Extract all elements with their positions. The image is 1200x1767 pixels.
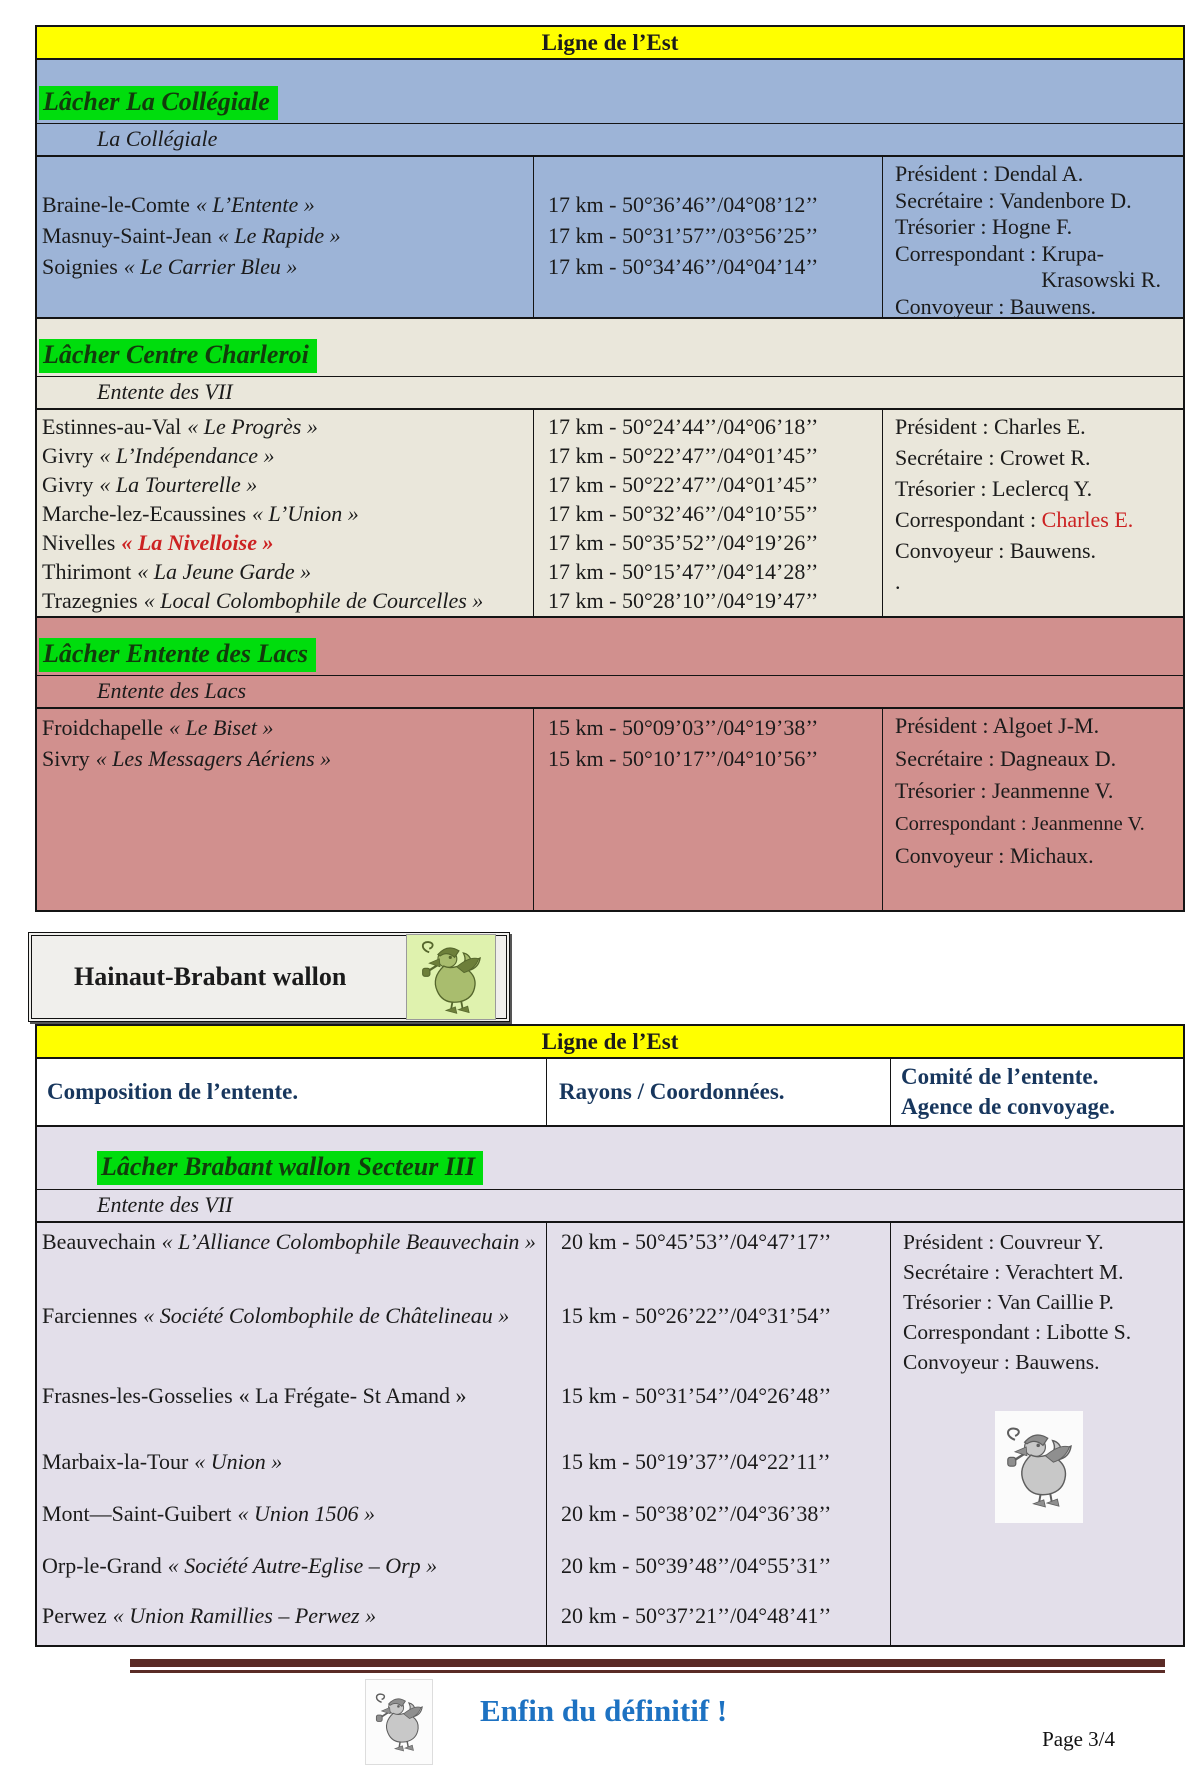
coord-entry: 15 km - 50°09’03’’/04°19’38’’	[548, 715, 819, 740]
committee-line: Président : Charles E.	[895, 414, 1086, 439]
header-rayons: Rayons / Coordonnées.	[547, 1059, 891, 1125]
coord-entry: 17 km - 50°15’47’’/04°14’28’’	[548, 559, 819, 584]
coord-entry: 17 km - 50°35’52’’/04°19’26’’	[548, 530, 819, 555]
committee-line: Correspondant : Jeanmenne V.	[895, 812, 1145, 835]
committee-line: Convoyeur : Bauwens.	[895, 293, 1097, 319]
pigeon-with-pipe-icon	[406, 934, 496, 1020]
committee-line: Président : Dendal A.	[895, 161, 1084, 186]
club-entry: Braine-le-Comte « L’Entente »	[42, 192, 315, 217]
committee-line: Trésorier : Leclercq Y.	[895, 476, 1093, 501]
club-entry: Givry « L’Indépendance »	[42, 443, 275, 468]
club-entry: Froidchapelle « Le Biset »	[42, 715, 274, 740]
section-subtitle: Entente des Lacs	[37, 676, 1183, 709]
club-entry: Estinnes-au-Val « Le Progrès »	[42, 414, 318, 439]
club-entry: Marbaix-la-Tour « Union »	[42, 1449, 283, 1474]
coord-entry: 15 km - 50°31’54’’/04°26’48’’	[561, 1383, 832, 1408]
club-entry: Thirimont « La Jeune Garde »	[42, 559, 312, 584]
committee-line: Trésorier : Van Caillie P.	[903, 1290, 1114, 1314]
committee-line: Secrétaire : Crowet R.	[895, 445, 1091, 470]
club-entry: Frasnes-les-Gosselies « La Frégate- St Amand »	[42, 1383, 467, 1408]
coords-cell	[534, 157, 883, 317]
club-entry: Sivry « Les Messagers Aériens »	[42, 746, 332, 771]
club-entry: Nivelles « La Nivelloise »	[42, 530, 274, 555]
section-title: Lâcher Entente des Lacs	[39, 638, 316, 672]
region-box-hainaut-brabant-wallon	[28, 932, 510, 1022]
committee-cell	[883, 410, 1183, 616]
coord-entry: 17 km - 50°36’46’’/04°08’12’’	[548, 192, 819, 217]
coord-entry: 17 km - 50°22’47’’/04°01’45’’	[548, 472, 819, 497]
header-comite: Comité de l’entente. Agence de convoyage.	[901, 1064, 1115, 1119]
committee-line: Convoyeur : Michaux.	[895, 843, 1094, 868]
coord-entry: 20 km - 50°39’48’’/04°55’31’’	[561, 1553, 832, 1578]
clubs-cell	[37, 1223, 547, 1645]
committee-line: Secrétaire : Verachtert M.	[903, 1260, 1124, 1284]
page-number: Page 3/4	[1042, 1727, 1115, 1751]
coord-entry: 15 km - 50°10’17’’/04°10’56’’	[548, 746, 819, 771]
table-ligne-est-2	[35, 1024, 1185, 1647]
club-entry: Trazegnies « Local Colombophile de Courcelles »	[42, 588, 484, 613]
table-header-row	[37, 1059, 1183, 1127]
club-entry: Marche-lez-Ecaussines « L’Union »	[42, 501, 359, 526]
committee-line: Convoyeur : Bauwens.	[895, 538, 1097, 563]
coord-entry: 15 km - 50°19’37’’/04°22’11’’	[561, 1449, 831, 1474]
committee-cell	[883, 157, 1183, 317]
coord-entry: 17 km - 50°32’46’’/04°10’55’’	[548, 501, 819, 526]
coord-entry: 17 km - 50°24’44’’/04°06’18’’	[548, 414, 819, 439]
committee-cell	[883, 709, 1183, 910]
committee-line: Correspondant : Charles E.	[895, 507, 1134, 532]
committee-line: Trésorier : Jeanmenne V.	[895, 778, 1114, 803]
club-entry: Soignies « Le Carrier Bleu »	[42, 254, 298, 279]
committee-line: Krasowski R.	[1041, 267, 1161, 292]
section-la-collegiale	[37, 60, 1183, 319]
pigeon-with-pipe-icon	[999, 1415, 1079, 1519]
committee-line: Président : Algoet J-M.	[895, 713, 1100, 738]
footer-rule	[130, 1659, 1165, 1673]
section-title: Lâcher Brabant wallon Secteur III	[97, 1151, 483, 1185]
document-page	[35, 25, 1185, 1767]
club-entry: Perwez « Union Ramillies – Perwez »	[42, 1603, 377, 1628]
page-footer	[35, 1679, 1185, 1767]
section-centre-charleroi	[37, 319, 1183, 618]
coords-cell	[534, 410, 883, 616]
committee-line: Président : Couvreur Y.	[903, 1230, 1104, 1254]
club-entry: Farciennes « Société Colombophile de Châtelineau »	[42, 1303, 510, 1328]
club-entry: Beauvechain « L’Alliance Colombophile Beauvechain »	[42, 1229, 536, 1254]
coords-cell	[547, 1223, 891, 1645]
committee-line: .	[895, 569, 901, 594]
coord-entry: 17 km - 50°28’10’’/04°19’47’’	[548, 588, 819, 613]
pigeon-with-pipe-icon	[370, 1683, 428, 1761]
committee-line: Correspondant : Libotte S.	[903, 1320, 1132, 1344]
coord-entry: 17 km - 50°34’46’’/04°04’14’’	[548, 254, 819, 279]
committee-line: Secrétaire : Vandenbore D.	[895, 187, 1132, 213]
coord-entry: 17 km - 50°31’57’’/03°56’25’’	[548, 223, 819, 248]
committee-line: Correspondant : Krupa-	[895, 240, 1104, 266]
region-label: Hainaut-Brabant wallon	[74, 962, 347, 991]
committee-line: Trésorier : Hogne F.	[895, 214, 1073, 239]
coords-cell	[534, 709, 883, 910]
section-title: Lâcher Centre Charleroi	[39, 339, 317, 373]
committee-line: Convoyeur : Bauwens.	[903, 1350, 1100, 1374]
pigeon-with-pipe-icon	[412, 937, 490, 1017]
footer-slogan: Enfin du définitif !	[480, 1693, 728, 1728]
pigeon-with-pipe-icon	[995, 1411, 1083, 1523]
coord-entry: 20 km - 50°38’02’’/04°36’38’’	[561, 1501, 832, 1526]
section-subtitle: Entente des VII	[37, 1190, 1183, 1223]
club-entry: Orp-le-Grand « Société Autre-Eglise – Orp »	[42, 1553, 438, 1578]
banner-ligne-est: Ligne de l’Est	[37, 27, 1183, 60]
coord-entry: 15 km - 50°26’22’’/04°31’54’’	[561, 1303, 832, 1328]
section-subtitle: La Collégiale	[37, 124, 1183, 157]
section-subtitle: Entente des VII	[37, 377, 1183, 410]
committee-cell	[891, 1223, 1183, 1645]
club-entry: Givry « La Tourterelle »	[42, 472, 258, 497]
clubs-cell	[37, 709, 534, 910]
section-title: Lâcher La Collégiale	[39, 86, 278, 120]
coord-entry: 20 km - 50°45’53’’/04°47’17’’	[561, 1229, 832, 1254]
banner-ligne-est-2: Ligne de l’Est	[37, 1026, 1183, 1059]
header-composition: Composition de l’entente.	[37, 1059, 547, 1125]
section-entente-des-lacs	[37, 618, 1183, 910]
section-brabant-wallon-secteur-3	[37, 1127, 1183, 1645]
pigeon-with-pipe-icon	[365, 1679, 433, 1765]
table-ligne-est-1	[35, 25, 1185, 912]
club-entry: Masnuy-Saint-Jean « Le Rapide »	[42, 223, 341, 248]
clubs-cell	[37, 157, 534, 317]
club-entry: Mont—Saint-Guibert « Union 1506 »	[42, 1501, 375, 1526]
committee-line: Secrétaire : Dagneaux D.	[895, 745, 1117, 771]
clubs-cell	[37, 410, 534, 616]
coord-entry: 17 km - 50°22’47’’/04°01’45’’	[548, 443, 819, 468]
coord-entry: 20 km - 50°37’21’’/04°48’41’’	[561, 1603, 832, 1628]
